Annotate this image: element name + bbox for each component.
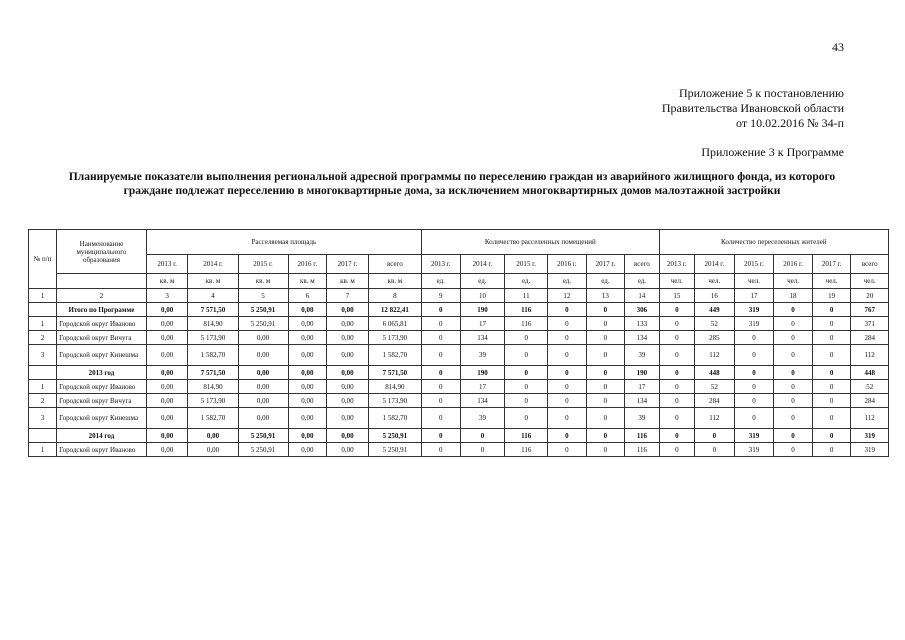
header-unit: чел.	[659, 274, 694, 289]
row-value: 17	[460, 317, 505, 331]
row-value: 284	[851, 331, 889, 345]
row-value: 0,00	[146, 408, 188, 429]
row-value: 0,00	[238, 408, 288, 429]
row-value: 319	[734, 303, 774, 317]
row-num: 2	[29, 394, 57, 408]
row-value: 0	[659, 345, 694, 366]
row-value: 0	[774, 303, 813, 317]
row-value: 0	[659, 366, 694, 380]
row-value: 0	[812, 443, 851, 457]
row-value: 0,00	[146, 345, 188, 366]
row-value: 0	[548, 394, 587, 408]
row-value: 0	[774, 408, 813, 429]
column-number: 6	[288, 289, 327, 303]
page-number: 43	[832, 40, 844, 54]
row-value: 0,00	[146, 394, 188, 408]
row-value: 0	[505, 345, 548, 366]
row-value: 0	[421, 303, 460, 317]
header-year: 2016 г.	[288, 255, 327, 274]
row-value: 0,00	[238, 394, 288, 408]
header-unit: кв. м	[288, 274, 327, 289]
row-num: 1	[29, 317, 57, 331]
row-value: 0,00	[327, 345, 369, 366]
header-year: 2013 г.	[421, 255, 460, 274]
row-num: 3	[29, 408, 57, 429]
row-value: 39	[625, 345, 659, 366]
row-value: 0	[548, 429, 587, 443]
row-value: 0	[812, 331, 851, 345]
header-area: Расселяемая площадь	[146, 230, 421, 255]
header-residents: Количество переселенных жителей	[659, 230, 888, 255]
row-value: 0	[421, 317, 460, 331]
row-value: 0	[421, 345, 460, 366]
header-num: № п/п	[29, 230, 57, 289]
row-value: 5 250,91	[238, 317, 288, 331]
row-value: 17	[625, 380, 659, 394]
row-value: 0	[586, 408, 625, 429]
row-value: 285	[695, 331, 735, 345]
row-value: 0	[548, 345, 587, 366]
row-value: 448	[695, 366, 735, 380]
column-number: 16	[695, 289, 735, 303]
row-value: 134	[625, 331, 659, 345]
header-unit: ед.	[586, 274, 625, 289]
row-value: 52	[695, 317, 735, 331]
row-value: 0	[548, 366, 587, 380]
row-value: 0	[586, 394, 625, 408]
header-row-column-numbers	[29, 289, 889, 303]
row-value: 0	[812, 394, 851, 408]
row-value: 0,00	[327, 380, 369, 394]
row-value: 134	[460, 394, 505, 408]
column-number: 12	[548, 289, 587, 303]
row-value: 112	[851, 345, 889, 366]
row-value: 0	[586, 429, 625, 443]
annex-program: Приложение 3 к Программе	[701, 145, 844, 159]
row-value: 0	[421, 331, 460, 345]
annex-line: Приложение 5 к постановлению	[678, 86, 844, 100]
header-unit: кв. м	[327, 274, 369, 289]
column-number: 4	[188, 289, 238, 303]
row-value: 0	[659, 331, 694, 345]
row-num: 1	[29, 443, 57, 457]
row-value: 52	[695, 380, 735, 394]
row-num	[29, 429, 57, 443]
row-value: 0	[812, 303, 851, 317]
column-number: 11	[505, 289, 548, 303]
row-value: 284	[695, 394, 735, 408]
row-value: 133	[625, 317, 659, 331]
row-value: 0	[548, 380, 587, 394]
row-value: 7 571,50	[188, 303, 238, 317]
header-premises: Количество расселенных помещений	[421, 230, 659, 255]
table-body	[29, 303, 889, 457]
annex-line: от 10.02.2016 № 34-п	[736, 116, 844, 130]
row-value: 448	[851, 366, 889, 380]
row-name: Городской округ Вичуга	[57, 394, 147, 408]
table-row	[29, 394, 889, 408]
row-num: 3	[29, 345, 57, 366]
row-value: 5 173,90	[368, 331, 421, 345]
row-value: 0	[812, 408, 851, 429]
row-name: 2014 год	[57, 429, 147, 443]
table-row	[29, 366, 889, 380]
row-value: 371	[851, 317, 889, 331]
row-value: 0	[774, 345, 813, 366]
header-unit: ед.	[460, 274, 505, 289]
row-value: 0	[421, 408, 460, 429]
header-unit: чел.	[851, 274, 889, 289]
row-value: 1 582,70	[368, 408, 421, 429]
row-value: 112	[695, 408, 735, 429]
row-value: 0,00	[288, 331, 327, 345]
header-year: 2017 г.	[586, 255, 625, 274]
row-value: 0	[734, 345, 774, 366]
row-value: 39	[460, 408, 505, 429]
row-value: 116	[625, 443, 659, 457]
row-value: 0	[774, 366, 813, 380]
row-value: 0	[505, 331, 548, 345]
row-value: 134	[625, 394, 659, 408]
row-value: 0	[586, 331, 625, 345]
row-value: 0	[659, 429, 694, 443]
row-value: 319	[734, 443, 774, 457]
row-value: 0	[659, 303, 694, 317]
header-year: 2013 г.	[659, 255, 694, 274]
row-value: 0,00	[288, 394, 327, 408]
row-value: 0	[659, 394, 694, 408]
row-value: 0,00	[288, 429, 327, 443]
row-value: 319	[851, 443, 889, 457]
header-name: Наименование муниципального образования	[57, 230, 147, 274]
row-value: 7 571,50	[188, 366, 238, 380]
row-value: 0,00	[288, 408, 327, 429]
row-value: 0	[421, 443, 460, 457]
header-unit: чел.	[774, 274, 813, 289]
row-value: 0	[812, 380, 851, 394]
row-value: 190	[460, 366, 505, 380]
row-value: 39	[460, 345, 505, 366]
header-unit: ед.	[548, 274, 587, 289]
row-value: 0	[505, 408, 548, 429]
row-value: 0	[812, 317, 851, 331]
row-value: 449	[695, 303, 735, 317]
header-year: 2015 г.	[505, 255, 548, 274]
row-value: 0	[505, 366, 548, 380]
row-num	[29, 303, 57, 317]
row-value: 0,00	[288, 303, 327, 317]
header-year: 2017 г.	[812, 255, 851, 274]
row-name: Городской округ Вичуга	[57, 331, 147, 345]
row-value: 0	[734, 380, 774, 394]
row-value: 112	[851, 408, 889, 429]
row-value: 0,00	[327, 303, 369, 317]
header-unit: кв. м	[146, 274, 188, 289]
row-value: 0	[659, 317, 694, 331]
column-number: 17	[734, 289, 774, 303]
row-name: Итого по Программе	[57, 303, 147, 317]
header-unit: чел.	[695, 274, 735, 289]
row-value: 39	[625, 408, 659, 429]
row-value: 0,00	[146, 303, 188, 317]
column-number: 9	[421, 289, 460, 303]
row-value: 814,90	[188, 317, 238, 331]
row-name: Городской округ Иваново	[57, 317, 147, 331]
row-value: 284	[851, 394, 889, 408]
row-value: 116	[625, 429, 659, 443]
column-number: 18	[774, 289, 813, 303]
row-value: 0	[774, 443, 813, 457]
row-value: 190	[625, 366, 659, 380]
header-unit: кв. м	[238, 274, 288, 289]
row-value: 0,00	[327, 408, 369, 429]
column-number: 13	[586, 289, 625, 303]
row-value: 0	[548, 443, 587, 457]
column-number: 19	[812, 289, 851, 303]
column-number: 5	[238, 289, 288, 303]
row-value: 5 250,91	[368, 443, 421, 457]
header-year: всего	[851, 255, 889, 274]
row-value: 0,00	[238, 366, 288, 380]
row-value: 0	[421, 380, 460, 394]
header-year: всего	[368, 255, 421, 274]
table-row	[29, 331, 889, 345]
row-value: 190	[460, 303, 505, 317]
row-value: 0	[548, 303, 587, 317]
row-value: 0	[695, 443, 735, 457]
header-year: 2014 г.	[188, 255, 238, 274]
header-unit: кв. м	[368, 274, 421, 289]
row-value: 0	[774, 317, 813, 331]
column-number: 14	[625, 289, 659, 303]
table-row	[29, 429, 889, 443]
row-value: 319	[734, 429, 774, 443]
row-value: 7 571,50	[368, 366, 421, 380]
row-value: 5 173,90	[188, 394, 238, 408]
row-value: 1 582,70	[188, 408, 238, 429]
row-value: 319	[851, 429, 889, 443]
row-value: 0	[460, 443, 505, 457]
header-year: 2014 г.	[460, 255, 505, 274]
header-year: 2015 г.	[238, 255, 288, 274]
table-row	[29, 303, 889, 317]
row-value: 0,00	[327, 394, 369, 408]
row-num: 2	[29, 331, 57, 345]
row-value: 12 822,41	[368, 303, 421, 317]
row-value: 0,00	[188, 429, 238, 443]
row-value: 0,00	[327, 331, 369, 345]
header-year: 2015 г.	[734, 255, 774, 274]
row-value: 0,00	[238, 331, 288, 345]
table-row	[29, 317, 889, 331]
row-value: 0	[659, 380, 694, 394]
row-value: 5 250,91	[368, 429, 421, 443]
row-value: 0	[586, 380, 625, 394]
row-value: 5 250,91	[238, 429, 288, 443]
row-name: Городской округ Иваново	[57, 443, 147, 457]
column-number: 15	[659, 289, 694, 303]
row-value: 134	[460, 331, 505, 345]
row-value: 0	[659, 443, 694, 457]
header-unit: кв. м	[188, 274, 238, 289]
table-row	[29, 408, 889, 429]
column-number: 1	[29, 289, 57, 303]
header-year: 2013 г.	[146, 255, 188, 274]
row-value: 0	[586, 366, 625, 380]
row-value: 0	[734, 331, 774, 345]
header-row-units	[29, 274, 889, 289]
row-value: 319	[734, 317, 774, 331]
row-value: 52	[851, 380, 889, 394]
row-value: 0,00	[288, 366, 327, 380]
row-value: 0,00	[146, 366, 188, 380]
document-title: Планируемые показатели выполнения региональной адресной программы по переселению граждан из аварийного жилищного фонда, из которого граждане подлежат переселению в многоквартирные дома, за исключением многоквартирных домов малоэтажной застройки	[68, 171, 836, 197]
row-value: 0,00	[146, 429, 188, 443]
row-value: 1 582,70	[368, 345, 421, 366]
table-row	[29, 443, 889, 457]
header-unit: ед.	[625, 274, 659, 289]
row-value: 5 173,90	[368, 394, 421, 408]
header-row-groups	[29, 230, 889, 255]
column-number: 7	[327, 289, 369, 303]
column-number: 2	[57, 289, 147, 303]
row-value: 116	[505, 429, 548, 443]
header-year: 2017 г.	[327, 255, 369, 274]
header-year: 2016 г.	[774, 255, 813, 274]
row-value: 0	[548, 408, 587, 429]
header-year: всего	[625, 255, 659, 274]
row-value: 0	[812, 345, 851, 366]
row-value: 0	[460, 429, 505, 443]
column-number: 3	[146, 289, 188, 303]
row-value: 0,00	[146, 331, 188, 345]
row-value: 5 250,91	[238, 303, 288, 317]
table-row	[29, 345, 889, 366]
row-value: 6 065,81	[368, 317, 421, 331]
row-value: 0,00	[327, 443, 369, 457]
row-value: 0	[734, 366, 774, 380]
row-value: 0,00	[238, 345, 288, 366]
row-value: 814,90	[188, 380, 238, 394]
column-number: 10	[460, 289, 505, 303]
table-row	[29, 380, 889, 394]
row-value: 0	[774, 380, 813, 394]
annex-header	[662, 86, 844, 131]
row-name: Городской округ Кинешма	[57, 408, 147, 429]
header-unit: ед.	[505, 274, 548, 289]
row-value: 0,00	[146, 317, 188, 331]
row-value: 0,00	[288, 443, 327, 457]
row-value: 0,00	[288, 345, 327, 366]
row-value: 0,00	[288, 317, 327, 331]
row-value: 0	[586, 303, 625, 317]
row-num	[29, 366, 57, 380]
row-value: 0	[421, 366, 460, 380]
row-value: 0	[586, 317, 625, 331]
row-value: 17	[460, 380, 505, 394]
row-value: 0,00	[188, 443, 238, 457]
row-value: 0	[812, 429, 851, 443]
row-value: 0,00	[146, 443, 188, 457]
row-value: 116	[505, 317, 548, 331]
row-value: 0	[421, 429, 460, 443]
row-value: 0	[505, 394, 548, 408]
header-unit: ед.	[421, 274, 460, 289]
row-value: 112	[695, 345, 735, 366]
row-value: 0	[586, 345, 625, 366]
row-value: 0	[659, 408, 694, 429]
row-value: 0	[586, 443, 625, 457]
header-year: 2016 г.	[548, 255, 587, 274]
row-value: 0	[774, 429, 813, 443]
row-value: 0	[734, 408, 774, 429]
row-value: 5 173,90	[188, 331, 238, 345]
column-number: 8	[368, 289, 421, 303]
row-value: 0	[695, 429, 735, 443]
header-unit: чел.	[812, 274, 851, 289]
row-num: 1	[29, 380, 57, 394]
indicators-table	[28, 229, 889, 457]
row-value: 0	[812, 366, 851, 380]
row-value: 0,00	[146, 380, 188, 394]
row-value: 0	[548, 331, 587, 345]
header-unit: чел.	[734, 274, 774, 289]
row-name: Городской округ Иваново	[57, 380, 147, 394]
row-value: 0,00	[238, 380, 288, 394]
header-year: 2014 г.	[695, 255, 735, 274]
row-value: 0	[774, 331, 813, 345]
row-value: 0,00	[327, 366, 369, 380]
column-number: 20	[851, 289, 889, 303]
row-value: 116	[505, 303, 548, 317]
row-value: 5 250,91	[238, 443, 288, 457]
row-name: Городской округ Кинешма	[57, 345, 147, 366]
row-value: 0	[505, 380, 548, 394]
row-value: 1 582,70	[188, 345, 238, 366]
annex-line: Правительства Ивановской области	[661, 101, 844, 115]
row-value: 0	[421, 394, 460, 408]
row-value: 0	[774, 394, 813, 408]
header-units-empty	[57, 274, 147, 289]
row-value: 0,00	[327, 429, 369, 443]
row-value: 116	[505, 443, 548, 457]
row-value: 814,90	[368, 380, 421, 394]
row-value: 306	[625, 303, 659, 317]
row-value: 767	[851, 303, 889, 317]
header-row-years	[29, 255, 889, 274]
row-value: 0,00	[288, 380, 327, 394]
row-value: 0	[548, 317, 587, 331]
row-value: 0,00	[327, 317, 369, 331]
row-value: 0	[734, 394, 774, 408]
row-name: 2013 год	[57, 366, 147, 380]
